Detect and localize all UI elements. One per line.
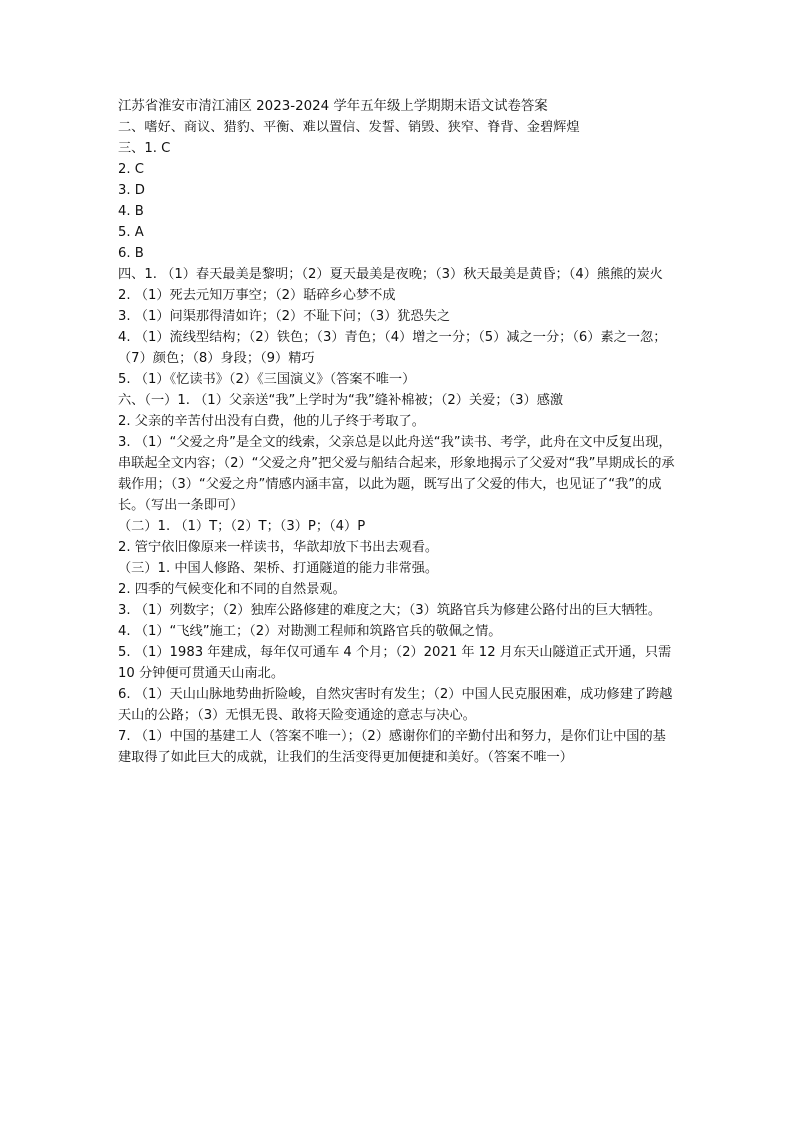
- answer-line-3-1: 三、1. C: [118, 141, 171, 156]
- answer-line-3-4: 4. B: [118, 204, 144, 219]
- answer-line-6-3-5: 5. （1）1983 年建成，每年仅可通车 4 个月；（2）2021 年 12 月东天山隧道正式开通，只需 10 分钟便可贯通天山南北。: [118, 645, 672, 681]
- answer-line-6-3-2: 2. 四季的气候变化和不同的自然景观。: [118, 582, 346, 597]
- answer-line-3-2: 2. C: [118, 162, 144, 177]
- answer-line-3-3: 3. D: [118, 183, 145, 198]
- answer-line-section-2: 二、嗜好、商议、猎豹、平衡、难以置信、发誓、销毁、狭窄、脊背、金碧辉煌: [118, 120, 580, 135]
- answer-line-6-3-4: 4. （1）“飞线”施工；（2）对勘测工程师和筑路官兵的敬佩之情。: [118, 624, 502, 639]
- answer-line-4-3: 3. （1）问渠那得清如许；（2）不耻下问；（3）犹恐失之: [118, 309, 451, 324]
- answer-line-4-5: 5. （1）《忆读书》（2）《三国演义》（答案不唯一）: [118, 372, 416, 387]
- answer-line-3-6: 6. B: [118, 246, 144, 261]
- answer-line-6-1-2: 2. 父亲的辛苦付出没有白费，他的儿子终于考取了。: [118, 414, 425, 429]
- answer-line-6-2-1: （二）1. （1）T；（2）T；（3）P；（4）P: [118, 519, 366, 534]
- answer-line-6-1-1: 六、（一）1. （1）父亲送“我”上学时为“我”缝补棉被；（2）关爱；（3）感激: [118, 393, 564, 408]
- answer-line-3-5: 5. A: [118, 225, 144, 240]
- answer-line-6-2-2: 2. 管宁依旧像原来一样读书，华歆却放下书出去观看。: [118, 540, 439, 555]
- answer-line-4-1: 四、1. （1）春天最美是黎明；（2）夏天最美是夜晚；（3）秋天最美是黄昏；（4）熊熊的炭火: [118, 267, 663, 282]
- answer-document: [118, 96, 678, 768]
- answer-line-6-3-3: 3. （1）列数字；（2）独库公路修建的难度之大；（3）筑路官兵为修建公路付出的巨大牺牲。: [118, 603, 662, 618]
- answer-line-6-3-6: 6. （1）天山山脉地势曲折险峻，自然灾害时有发生；（2）中国人民克服困难，成功修建了跨越天山的公路；（3）无惧无畏、敢将天险变通途的意志与决心。: [118, 687, 673, 723]
- answer-line-6-3-7: 7. （1）中国的基建工人（答案不唯一）；（2）感谢你们的辛勤付出和努力，是你们让中国的基建取得了如此巨大的成就，让我们的生活变得更加便捷和美好。（答案不唯一）: [118, 729, 666, 765]
- answer-line-4-4: 4. （1）流线型结构；（2）铁色；（3）青色；（4）增之一分；（5）减之一分；（6）素之一忽；（7）颜色；（8）身段；（9）精巧: [118, 330, 667, 366]
- answer-line-6-3-1: （三）1. 中国人修路、架桥、打通隧道的能力非常强。: [118, 561, 439, 576]
- document-title: 江苏省淮安市清江浦区 2023-2024 学年五年级上学期期末语文试卷答案: [118, 99, 548, 114]
- answer-line-4-2: 2. （1）死去元知万事空；（2）聒碎乡心梦不成: [118, 288, 396, 303]
- answer-line-6-1-3: 3. （1）“父爱之舟”是全文的线索，父亲总是以此舟送“我”读书、考学，此舟在文中反复出现，串联起全文内容；（2）“父爱之舟”把父爱与船结合起来，形象地揭示了父爱对“我”早期成长的承载作用；（3）“父爱之舟”情感内涵丰富，以此为题，既写出了父爱的伟大，也见证了“我”的成长。（写出一条即可）: [118, 435, 675, 513]
